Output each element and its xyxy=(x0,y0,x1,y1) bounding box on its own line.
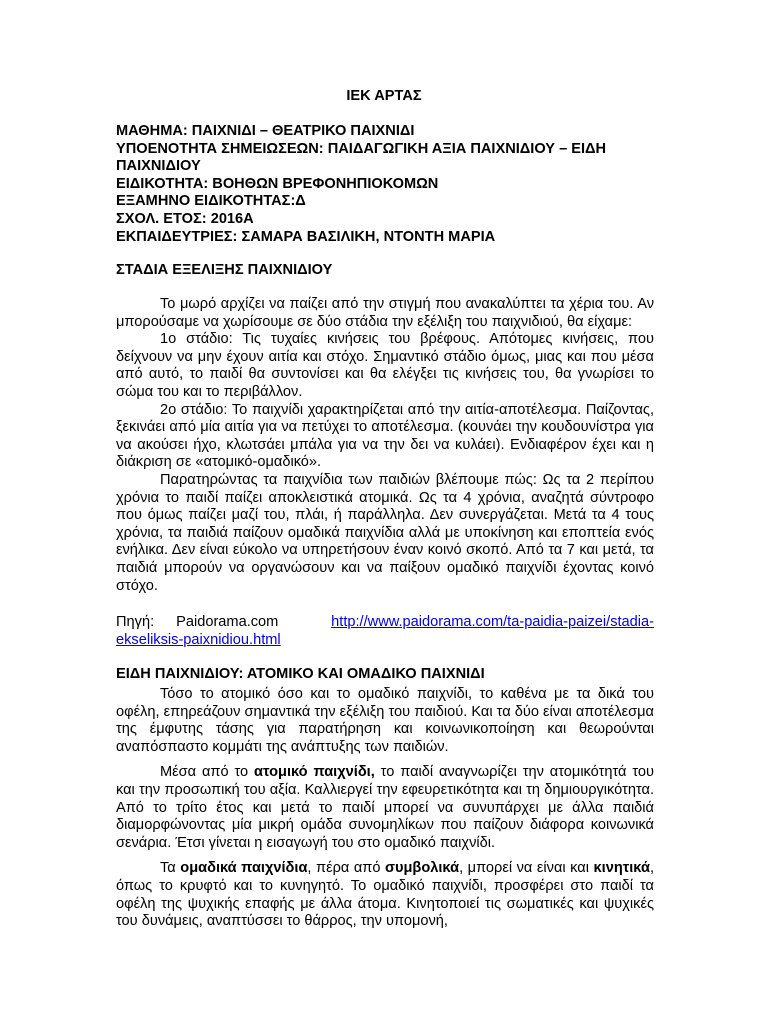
paragraph-stage-1: 1ο στάδιο: Τις τυχαίες κινήσεις του βρέφους. Απότομες κινήσεις, που δείχνουν να μην έχουν αιτία και στόχο. Σημαντικό στάδιο όμως, μιας και που μέσα από αυτό, το παιδί θα συντονίσει και θα ελέγξει τις κινήσεις του, θα γνωρίσει το σώμα του και το περιβάλλον. xyxy=(116,331,654,400)
section-types-body xyxy=(116,686,654,931)
course-header xyxy=(116,123,654,246)
header-line-subunit: ΥΠΟΕΝΟΤΗΤΑ ΣΗΜΕΙΩΣΕΩΝ: ΠΑΙΔΑΓΩΓΙΚΗ ΑΞΙΑ ΠΑΙΧΝΙΔΙΟΥ – ΕΙΔΗ ΠΑΙΧΝΙΔΙΟΥ xyxy=(116,140,607,175)
document-title: ΙΕΚ ΑΡΤΑΣ xyxy=(346,88,422,104)
source-row xyxy=(116,614,654,632)
source-label: Πηγή: xyxy=(116,614,155,630)
paragraph-intro: Το μωρό αρχίζει να παίζει από την στιγμή που ανακαλύπτει τα χέρια του. Αν μπορούσαμε να χωρίσουμε σε δύο στάδια την εξέλιξη του παιχνιδιού, θα είχαμε: xyxy=(116,296,654,330)
header-line-specialty: ΕΙΔΙΚΟΤΗΤΑ: ΒΟΗΘΩΝ ΒΡΕΦΟΝΗΠΙΟΚΟΜΩΝ xyxy=(116,175,439,192)
section-stages-body xyxy=(116,296,654,595)
source-url-link-continued[interactable]: ekseliksis-paixnidiou.html xyxy=(116,631,281,648)
paragraph-group-play: Τα ομαδικά παιχνίδια, πέρα από συμβολικά, μπορεί να είναι και κινητικά, όπως το κρυφτό και το κυνηγητό. Το ομαδικό παιχνίδι, προσφέρει στο παιδί τα οφέλη της ψυχικής επαφής με άλλα άτομα. Κινητοποιεί τις σωματικές και ψυχικές του δυνάμεις, αναπτύσσει το θάρρος, την υπομονή, xyxy=(116,860,654,930)
header-line-course: ΜΑΘΗΜΑ: ΠΑΙΧΝΙΔΙ – ΘΕΑΤΡΙΚΟ ΠΑΙΧΝΙΔΙ xyxy=(116,123,415,139)
source-site: Paidorama.com xyxy=(176,614,279,630)
paragraph-types-intro: Τόσο το ατομικό όσο και το ομαδικό παιχνίδι, το καθένα με τα δικά του οφέλη, επηρεάζουν σημαντικά την εξέλιξη του παιδιού. Και τα δύο είναι αποτέλεσμα της έμφυτης τάσης για παρατήρηση και κοινωνικοποίηση και θεωρούνται αναπόσπαστο κομμάτι της ανάπτυξης των παιδιών. xyxy=(116,686,654,755)
section-heading-stages: ΣΤΑΔΙΑ ΕΞΕΛΙΞΗΣ ΠΑΙΧΝΙΔΙΟΥ xyxy=(116,262,333,278)
section-heading-types: ΕΙΔΗ ΠΑΙΧΝΙΔΙΟΥ: ΑΤΟΜΙΚΟ ΚΑΙ ΟΜΑΔΙΚΟ ΠΑΙΧΝΙΔΙ xyxy=(116,666,485,682)
header-line-semester: ΕΞΑΜΗΝΟ ΕΙΔΙΚΟΤΗΤΑΣ:Δ xyxy=(116,193,306,210)
source-citation xyxy=(116,614,654,649)
header-line-instructors: ΕΚΠΑΙΔΕΥΤΡΙΕΣ: ΣΑΜΑΡΑ ΒΑΣΙΛΙΚΗ, ΝΤΟΝΤΗ ΜΑΡΙΑ xyxy=(116,228,496,245)
source-url-link[interactable]: http://www.paidorama.com/ta-paidia-paizei/stadia- xyxy=(331,614,654,630)
paragraph-observation: Παρατηρώντας τα παιχνίδια των παιδιών βλέπουμε πώς: Ως τα 2 περίπου χρόνια το παιδί παίζει αποκλειστικά ατομικά. Ως τα 4 χρόνια, αναζητά σύντροφο που όμως παίζει μαζί του, πλάι, ή παράλληλα. Δεν συνεργάζεται. Μετά τα 4 τους χρόνια, τα παιδιά παίζουν ομαδικά παιχνίδια αλλά με υποκίνηση και εποπτεία ενός ενήλικα. Δεν είναι εύκολο να υπηρετήσουν έναν κοινό σκοπό. Από τα 7 και μετά, τα παιδιά μπορούν να οργανώσουν και να παίξουν ομαδικό παιχνίδι έχοντας κοινό στόχο. xyxy=(116,471,654,594)
header-line-school-year: ΣΧΟΛ. ΕΤΟΣ: 2016Α xyxy=(116,210,254,227)
paragraph-stage-2: 2ο στάδιο: Το παιχνίδι χαρακτηρίζεται από την αιτία-αποτέλεσμα. Παίζοντας, ξεκινάει από μία αιτία για να πετύχει το αποτέλεσμα. (κουνάει την κουδουνίστρα για να ακούσει ήχο, κλωτσάει μπάλα για να την δει να κυλάει). Ενδιαφέρον έχει και η διάκριση σε «ατομικό-ομαδικό». xyxy=(116,401,654,471)
paragraph-individual-play: Μέσα από το ατομικό παιχνίδι, το παιδί αναγνωρίζει την ατομικότητά του και την προσωπική του αξία. Καλλιεργεί την εφευρετικότητα και τη δημιουργικότητα. Από το τρίτο έτος και μετά το παιδί μπορεί να συνυπάρχει με άλλα παιδιά διαμορφώνοντας μία μικρή ομάδα συνομηλίκων που παίζουν διάφορα κοινωνικά σενάρια. Έτσι γίνεται η εισαγωγή του στο ομαδικό παιχνίδι. xyxy=(116,764,654,851)
